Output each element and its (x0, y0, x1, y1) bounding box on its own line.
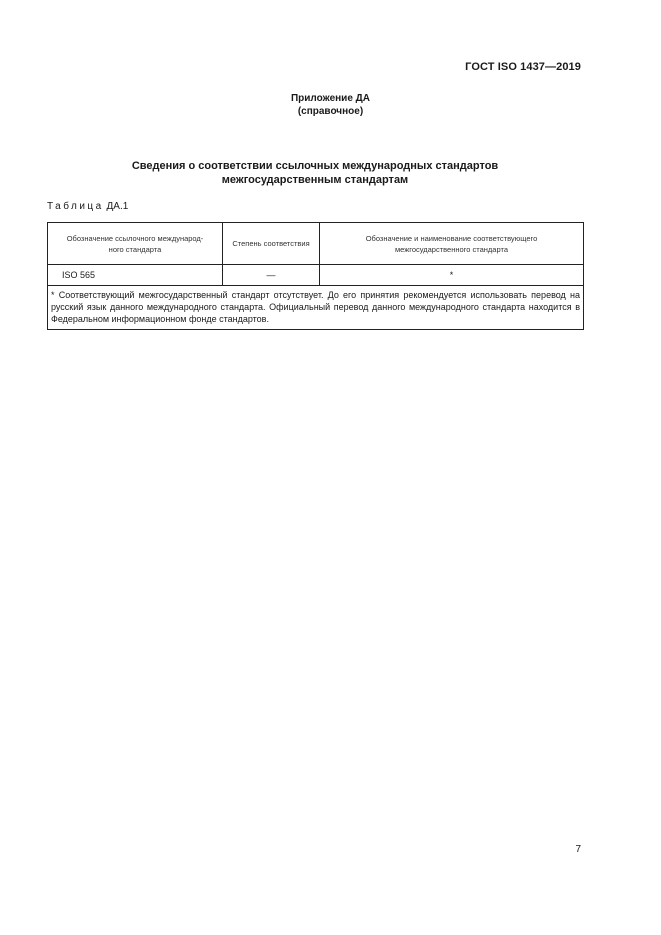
section-heading (0, 159, 630, 187)
appendix-title: Приложение ДА (290, 93, 371, 104)
reference-standards-table (47, 222, 584, 330)
appendix-title-block (0, 92, 661, 118)
table-caption-number: ДА.1 (106, 201, 129, 212)
table-footnote: * Соответствующий межгосударственный стандарт отсутствует. До его принятия рекомендуется использовать перевод на русский язык данного международного стандарта. Официальный перевод данного международного стандарта находится в Федеральном информационном фонде стандартов. (48, 286, 584, 330)
table-header-row (48, 223, 584, 265)
section-heading-line1: Сведения о соответствии ссылочных международных стандартов (131, 160, 499, 172)
page-number: 7 (575, 844, 581, 855)
section-heading-line2: межгосударственным стандартам (221, 174, 409, 186)
cell-degree: — (223, 265, 320, 286)
cell-interstate: * (320, 265, 584, 286)
column-header-interstate-standard: Обозначение и наименование соответствующего межгосударственного стандарта (320, 223, 584, 265)
appendix-type: (справочное) (297, 106, 364, 117)
table-row (48, 265, 584, 286)
column-header-international-standard: Обозначение ссылочного международ-ного стандарта (48, 223, 223, 265)
document-code: ГОСТ ISO 1437—2019 (465, 61, 581, 73)
table-caption-word: Таблица (47, 201, 104, 212)
cell-standard: ISO 565 (48, 265, 223, 286)
column-header-degree: Степень соответствия (223, 223, 320, 265)
table-footnote-row (48, 286, 584, 330)
table-caption (47, 201, 128, 212)
